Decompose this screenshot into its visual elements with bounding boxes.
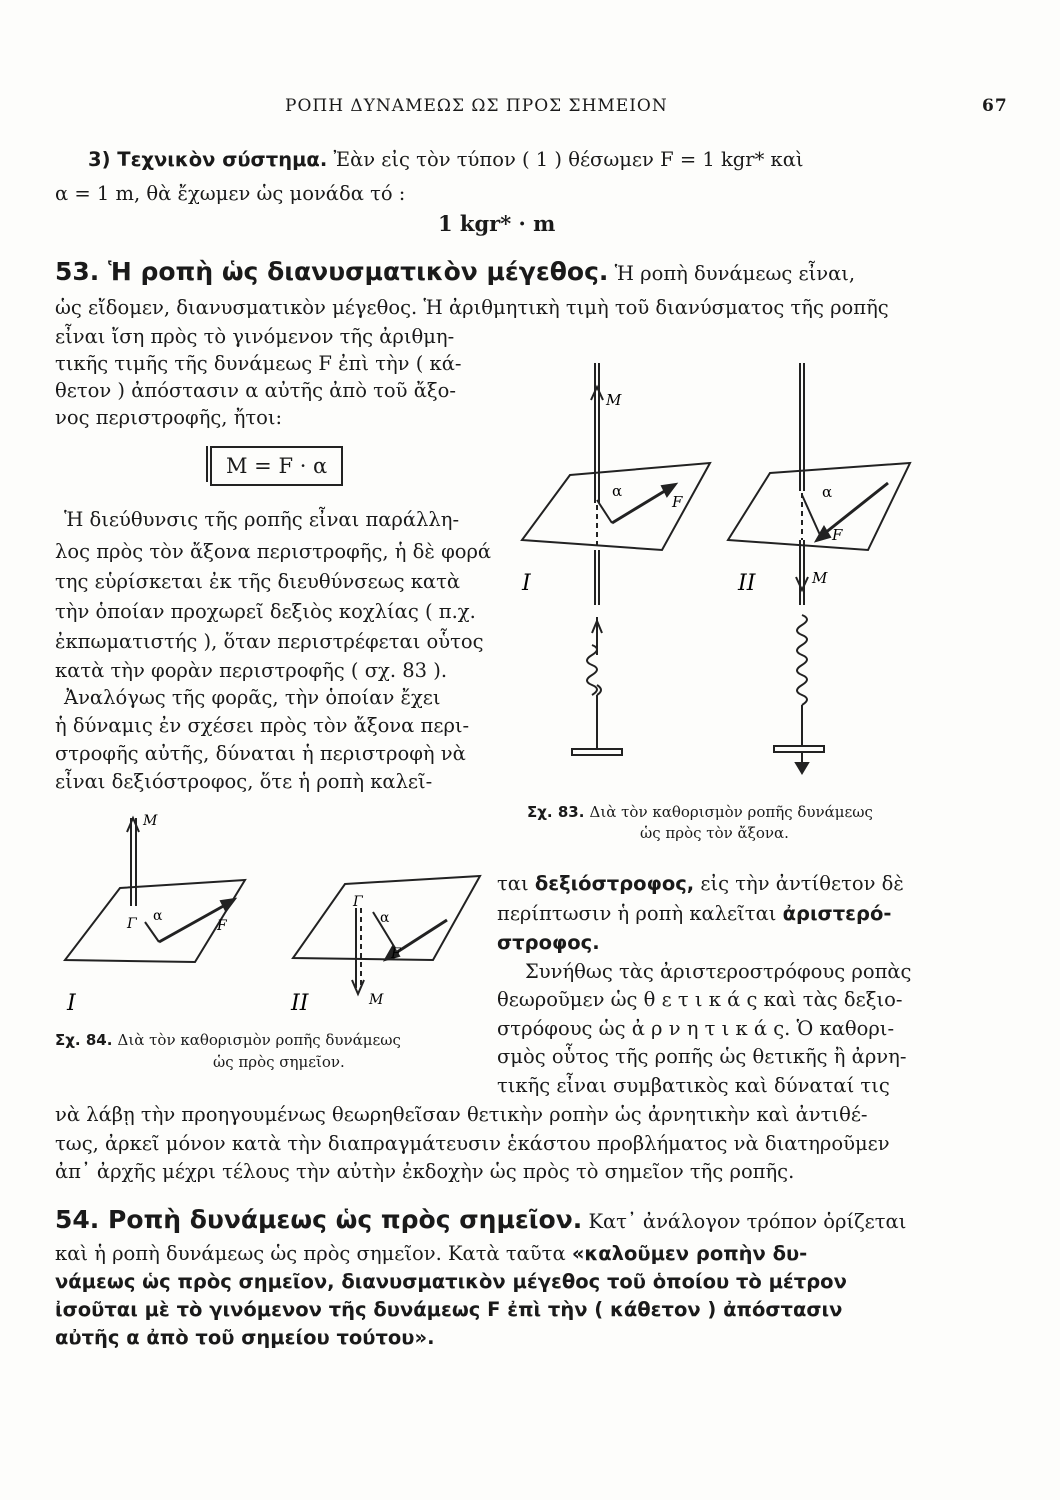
sec54-line4: ἰσοῦται μὲ τὸ γινόμενον τῆς δυνάμεως F ἐπὶ τὴν ( κάθετον ) ἀπόστασιν	[55, 1298, 843, 1321]
page-number: 67	[982, 96, 1008, 116]
fig83-label-m-i: M	[606, 391, 622, 409]
cont-line2-bold: ἀριστερό-	[782, 902, 892, 925]
sec54-line2-pre: καὶ ἡ ροπὴ δυνάμεως ὡς πρὸς σημεῖον. Κατὰ ταῦτα	[55, 1242, 566, 1265]
sec53-line: τικῆς τιμῆς τῆς δυνάμεως F ἐπὶ τὴν ( κά-	[55, 352, 462, 375]
fig83-label-ii: II	[738, 571, 756, 596]
sec53-para3-line: στροφῆς αὐτῆς, δύναται ἡ περιστροφὴ νὰ	[55, 742, 466, 765]
sec54-line1-tail: Κατ᾽ ἀνάλογον τρόπον ὁρίζεται	[588, 1210, 907, 1233]
sec53-heading: 53. Ἡ ροπὴ ὡς διανυσματικὸν μέγεθος.	[55, 257, 609, 286]
fig83-caption-line2: ὡς πρὸς τὸν ἄξονα.	[640, 824, 789, 842]
sec53-first-line-tail: Ἡ ροπὴ δυνάμεως εἶναι,	[614, 262, 856, 285]
cont-line: θεωροῦμεν ὡς θ ε τ ι κ ά ς καὶ τὰς δεξιο-	[497, 988, 903, 1011]
cont-line2-pre: περίπτωσιν ἡ ροπὴ καλεῖται	[497, 902, 777, 925]
fig84-caption-line1: Διὰ τὸν καθορισμὸν ροπῆς δυνάμεως	[117, 1031, 401, 1049]
sec53-line: εἶναι ἴση πρὸς τὸ γινόμενον τῆς ἀριθμη-	[55, 325, 455, 348]
sec54-line1	[55, 1206, 906, 1235]
sec54-heading: 54. Ροπὴ δυνάμεως ὡς πρὸς σημεῖον.	[55, 1205, 583, 1234]
cont-line3: στροφος.	[497, 931, 600, 954]
fig83-caption-line1: Διὰ τὸν καθορισμὸν ροπῆς δυνάμεως	[589, 803, 873, 821]
sec3-unit: 1 kgr* · m	[438, 211, 556, 236]
sec53-para3-line: ἡ δύναμις ἐν σχέσει πρὸς τὸν ἄξονα περι-	[55, 714, 470, 737]
fig83-caption	[527, 802, 873, 821]
cont-line: Συνήθως τὰς ἀριστεροστρόφους ροπὰς	[525, 960, 912, 983]
cont-line1-bold: δεξιόστροφος,	[534, 872, 695, 895]
sec53-para2-line: κατὰ τὴν φορὰν περιστροφῆς ( σχ. 83 ).	[55, 659, 448, 682]
fig84-label-g-i: Γ	[127, 916, 137, 932]
fig84-caption	[55, 1030, 401, 1049]
full-line: ἀπ᾽ ἀρχῆς μέχρι τέλους τὴν αὐτὴν ἐκδοχὴν ὡς πρὸς τὸ σημεῖον τῆς ροπῆς.	[55, 1160, 795, 1183]
sec53-line: ὡς εἴδομεν, διανυσματικὸν μέγεθος. Ἡ ἀριθμητικὴ τιμὴ τοῦ διανύσματος τῆς ροπῆς	[55, 296, 889, 319]
cont-line1-pre: ται	[497, 872, 529, 895]
fig84-label-g-ii: Γ	[353, 894, 363, 910]
sec53-para2-line: λος πρὸς τὸν ἄξονα περιστροφῆς, ἡ δὲ φορά	[55, 540, 492, 563]
figure-84	[55, 800, 495, 1015]
sec53-para2-line: Ἡ διεύθυνσις τῆς ροπῆς εἶναι παράλλη-	[64, 508, 460, 531]
moment-formula: M = F · α	[210, 446, 343, 486]
fig84-caption-line2: ὡς πρὸς σημεῖον.	[213, 1053, 345, 1071]
figure-83	[500, 355, 920, 780]
sec3-heading: 3) Τεχνικὸν σύστημα.	[88, 148, 328, 171]
cont-line: στρόφους ὡς ἀ ρ ν η τ ι κ ά ς. Ὁ καθορι-	[497, 1017, 895, 1040]
sec54-line2	[55, 1240, 807, 1267]
fig84-label-f-ii: F	[391, 946, 401, 962]
cont-line1-post: εἰς τὴν ἀντίθετον δὲ	[700, 872, 904, 895]
sec3-line1-text: Ἐὰν εἰς τὸν τύπον ( 1 ) θέσωμεν F = 1 kgr* καὶ	[333, 148, 804, 171]
sec3-line2: α = 1 m, θὰ ἔχωμεν ὡς μονάδα τό :	[55, 182, 406, 205]
fig84-label-f-i: F	[217, 918, 227, 934]
cont-line: σμὸς οὗτος τῆς ροπῆς ὡς θετικῆς ἢ ἀρνη-	[497, 1045, 907, 1068]
fig84-label-a-i: α	[153, 908, 163, 924]
sec54-line2-bold: «καλοῦμεν ροπὴν δυ-	[571, 1242, 808, 1265]
fig84-label-i: I	[67, 991, 76, 1015]
fig84-caption-label: Σχ. 84.	[55, 1031, 113, 1049]
running-header: ΡΟΠΗ ΔΥΝΑΜΕΩΣ ΩΣ ΠΡΟΣ ΣΗΜΕΙΟΝ	[285, 96, 668, 116]
fig84-label-m-i: M	[143, 813, 158, 829]
fig83-caption-label: Σχ. 83.	[527, 803, 585, 821]
fig84-label-a-ii: α	[380, 910, 390, 926]
full-line: τως, ἀρκεῖ μόνον κατὰ τὴν διαπραγμάτευσιν ἑκάστου προβλήματος νὰ διατηροῦμεν	[55, 1132, 890, 1155]
sec53-para2-line: τὴν ὁποίαν προχωρεῖ δεξιὸς κοχλίας ( π.χ.	[55, 600, 476, 623]
sec53-line: θετον ) ἀπόστασιν α αὐτῆς ἀπὸ τοῦ ἄξο-	[55, 379, 456, 402]
fig83-label-a-i: α	[612, 482, 623, 500]
sec53-first-line	[55, 258, 855, 287]
cont-line2	[497, 900, 891, 927]
fig84-label-m-ii: M	[369, 992, 384, 1008]
fig83-label-m-ii: M	[812, 569, 828, 587]
sec54-line3: νάμεως ὡς πρὸς σημεῖον, διανυσματικὸν μέγεθος τοῦ ὁποίου τὸ μέτρον	[55, 1270, 847, 1293]
fig83-label-f-i: F	[672, 493, 683, 511]
sec53-para3-line: εἶναι δεξιόστροφος, ὅτε ἡ ροπὴ καλεῖ-	[55, 770, 433, 793]
fig83-label-i: I	[522, 571, 531, 596]
cont-line: τικῆς εἶναι συμβατικὸς καὶ δύναταί τις	[497, 1074, 890, 1097]
fig83-label-f-ii: F	[832, 526, 843, 544]
sec3-line1	[88, 146, 804, 173]
sec53-para2-line: ἐκπωματιστής ), ὅταν περιστρέφεται οὗτος	[55, 630, 484, 653]
fig83-label-a-ii: α	[822, 483, 833, 501]
sec54-line5: αὐτῆς α ἀπὸ τοῦ σημείου τούτου».	[55, 1326, 435, 1349]
sec53-line: νος περιστροφῆς, ἤτοι:	[55, 406, 283, 429]
fig84-label-ii: II	[291, 991, 309, 1015]
cont-line1	[497, 870, 904, 897]
sec53-para3-line: Ἀναλόγως τῆς φορᾶς, τὴν ὁποίαν ἔχει	[64, 686, 441, 709]
sec53-para2-line: της εὑρίσκεται ἐκ τῆς διευθύνσεως κατὰ	[55, 570, 461, 593]
full-line: νὰ λάβῃ τὴν προηγουμένως θεωρηθεῖσαν θετικὴν ροπὴν ὡς ἀρνητικὴν καὶ ἀντιθέ-	[55, 1103, 868, 1126]
